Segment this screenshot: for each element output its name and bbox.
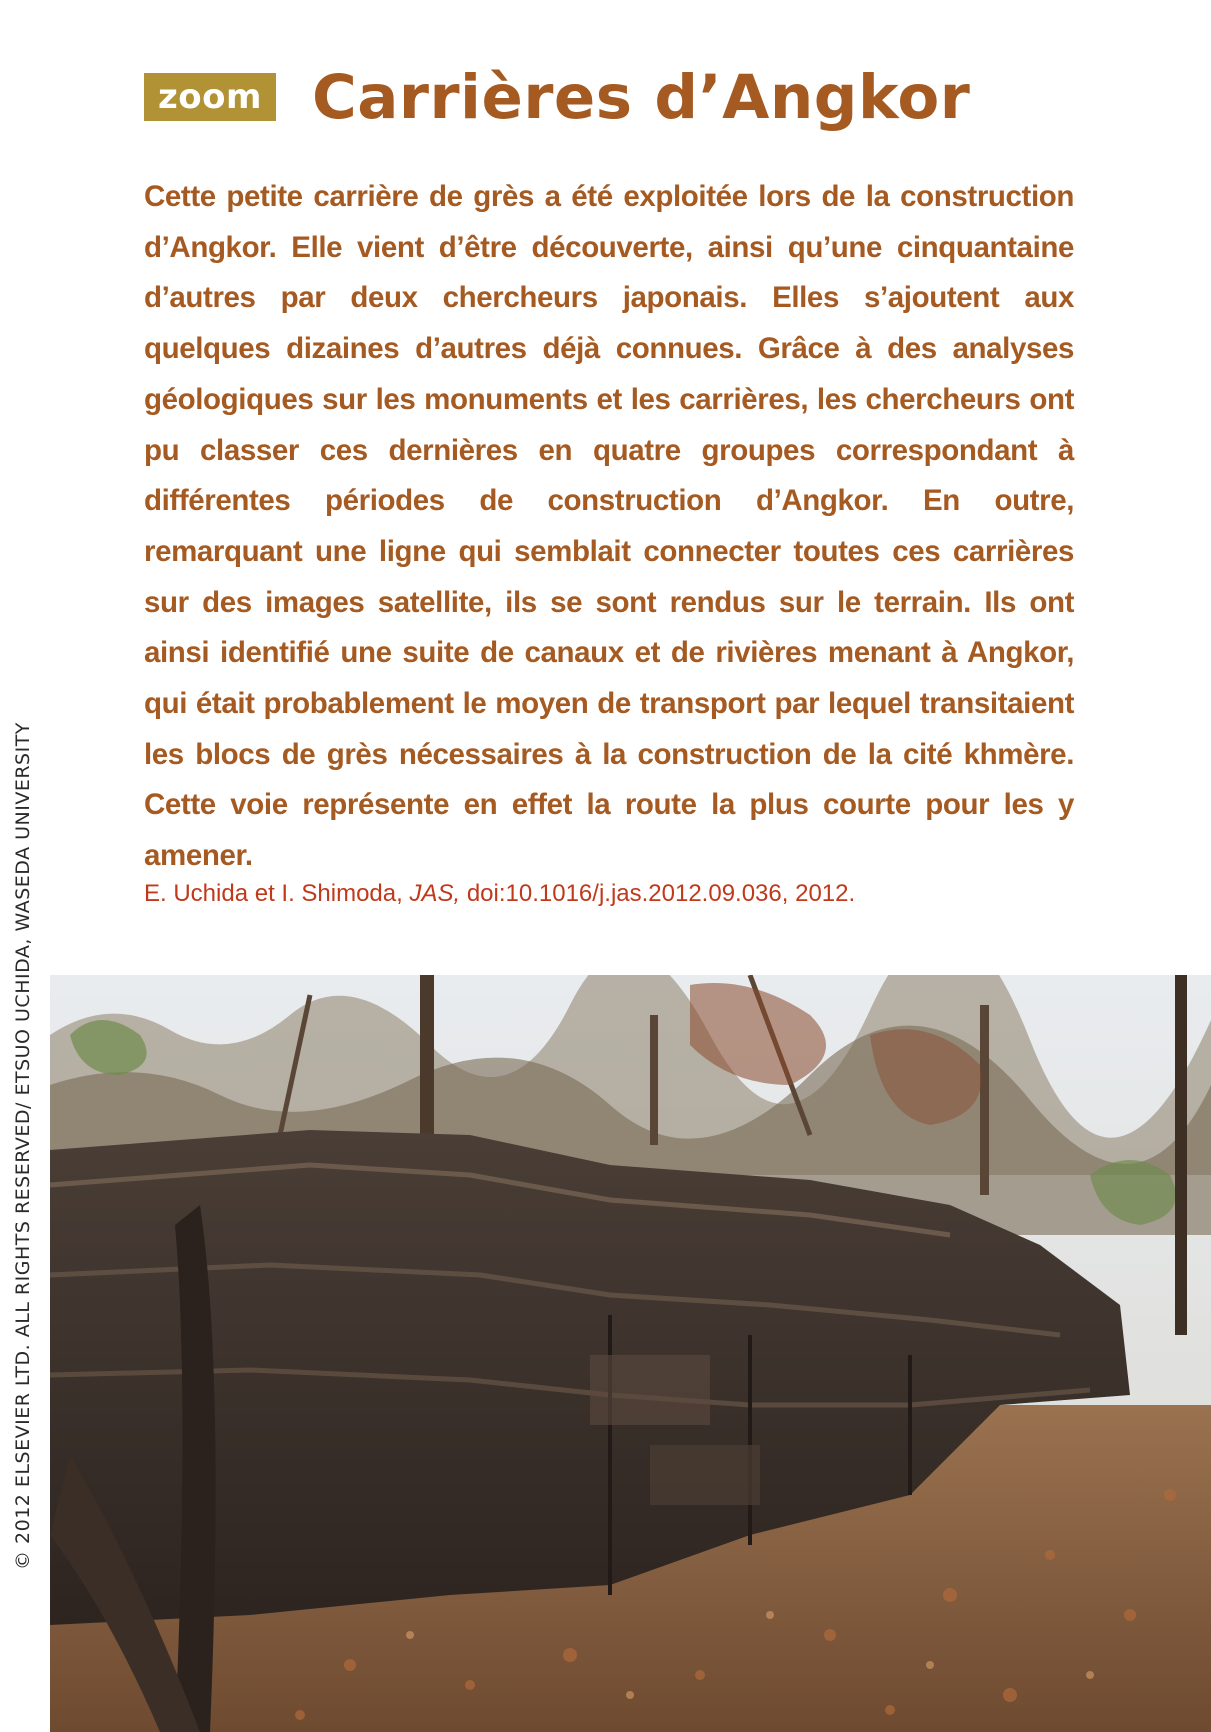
article-header (144, 62, 970, 132)
photo-credit: © 2012 ELSEVIER LTD. ALL RIGHTS RESERVED/ ETSUO UCHIDA, WASEDA UNIVERSITY (12, 722, 34, 1570)
citation-reference: doi:10.1016/j.jas.2012.09.036, 2012. (460, 880, 856, 907)
article-body: Cette petite carrière de grès a été exploitée lors de la construction d’Angkor. Elle vient d’être découverte, ainsi qu’une cinquantaine d’autres par deux chercheurs japonais. Elles s’ajoutent aux quelques dizaines d’autres déjà connues. Grâce à des analyses géologiques sur les monuments et les carrières, les chercheurs ont pu classer ces dernières en quatre groupes correspondant à différentes périodes de construction d’Angkor. En outre, remarquant une ligne qui semblait connecter toutes ces carrières sur des images satellite, ils se sont rendus sur le terrain. Ils ont ainsi identifié une suite de canaux et de rivières menant à Angkor, qui était probablement le moyen de transport par lequel transitaient les blocs de grès nécessaires à la construction de la cité khmère. Cette voie représente en effet la route la plus courte pour les y amener. (144, 180, 1074, 873)
quarry-photo (50, 975, 1211, 1732)
citation-journal: JAS, (409, 880, 461, 907)
citation (144, 880, 855, 908)
article-title: Carrières d’Angkor (311, 61, 971, 133)
zoom-badge: zoom (144, 73, 276, 121)
citation-authors: E. Uchida et I. Shimoda, (144, 880, 410, 907)
